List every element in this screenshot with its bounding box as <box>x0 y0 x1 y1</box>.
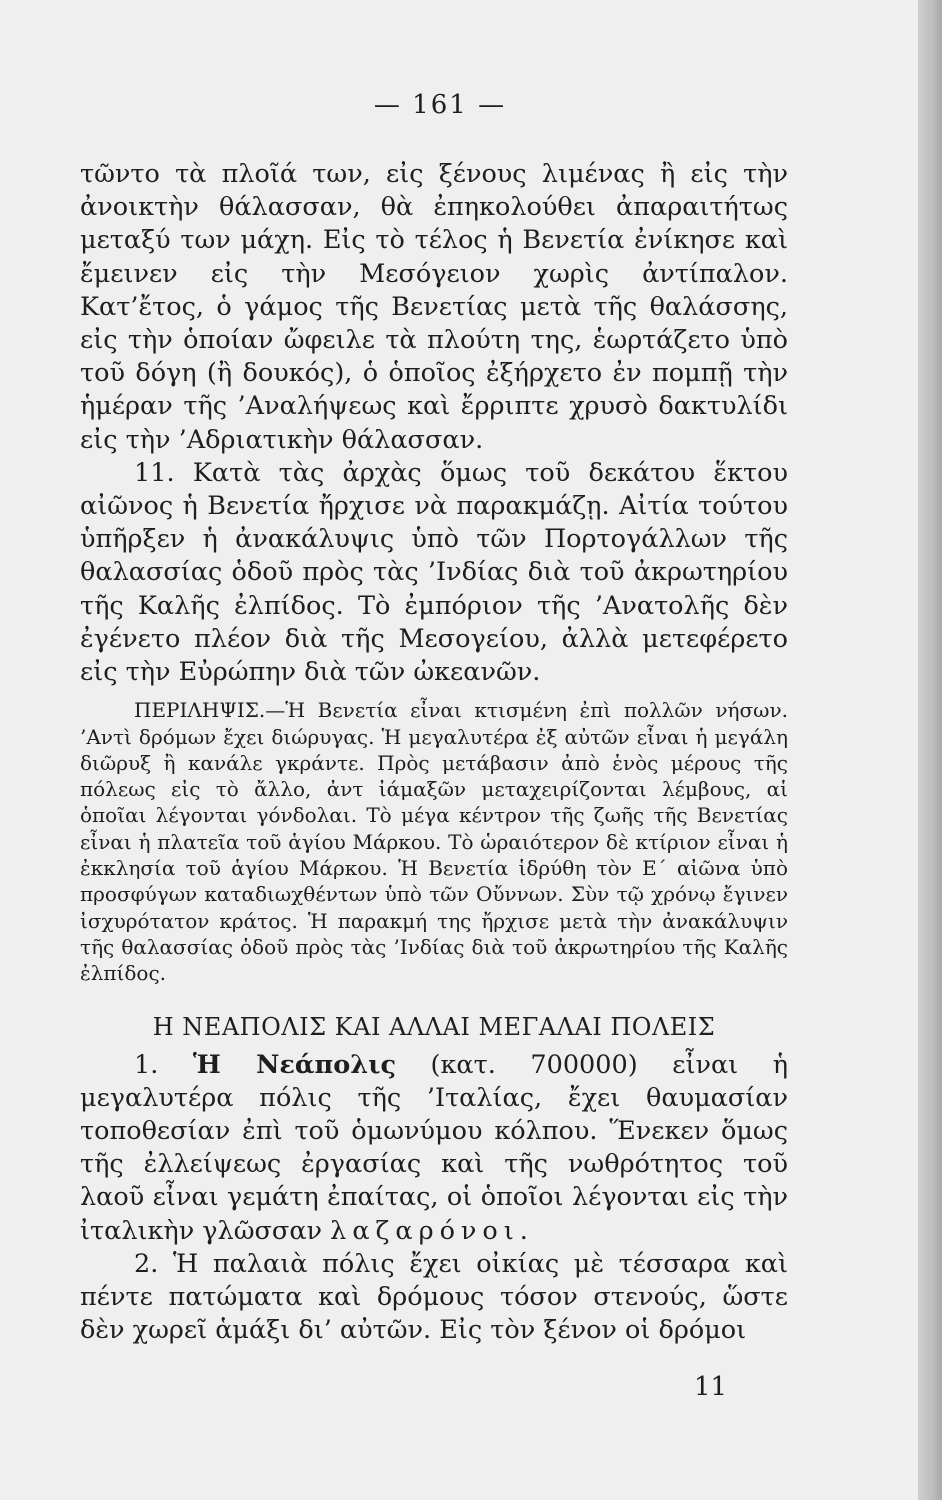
paragraph-venice-end: τῶντο τὰ πλοῖά των, εἰς ξένους λιμένας ἢ εἰς τὴν ἀνοικτὴν θάλασσαν, θὰ ἐπηκολούθει ἀπαραιτήτως μεταξύ των μάχη. Εἰς τὸ τέλος ἡ Βενετία ἐνίκησε καὶ ἔμεινεν εἰς τὴν Μεσόγειον χωρὶς ἀντίπαλον. Κατ’ἔτος, ὁ γάμος τῆς Βενετίας μετὰ τῆς θαλάσσης, εἰς τὴν ὁποίαν ὤφειλε τὰ πλούτη της, ἑωρτάζετο ὑπὸ τοῦ δόγη (ἢ δουκός), ὁ ὁποῖος ἐξήρχετο ἐν πομπῇ τὴν ἡμέραν τῆς ’Αναλήψεως καὶ ἔρριπτε χρυσὸ δακτυλίδι εἰς τὴν ’Αδριατικὴν θάλασσαν. <box>80 159 788 455</box>
paragraph-11-decline: 11. Κατὰ τὰς ἀρχὰς ὅμως τοῦ δεκάτου ἕκτου αἰῶνος ἡ Βενετία ἤρχισε νὰ παρακμάζῃ. Αἰτία τούτου ὑπῆρξεν ἡ ἀνακάλυψις ὑπὸ τῶν Πορτογάλλων τῆς θαλασσίας ὁδοῦ πρὸς τὰς ’Ινδίας διὰ τοῦ ἀκρωτηρίου τῆς Καλῆς ἐλπίδος. Τὸ ἐμπόριον τῆς ’Ανατολῆς δὲν ἐγένετο πλέον διὰ τῆς Μεσογείου, ἀλλὰ μετεφέρετο εἰς τὴν Εὐρώπην διὰ τῶν ὠκεανῶν. <box>80 457 788 688</box>
paragraph-number: 1. <box>134 1049 193 1080</box>
page-number: — 161 — <box>373 90 507 120</box>
text-body <box>80 158 788 1347</box>
page-edge <box>918 0 942 1500</box>
section-heading: Η ΝΕΑΠΟΛΙΣ ΚΑΙ ΑΛΛΑΙ ΜΕΓΑΛΑΙ ΠΟΛΕΙΣ <box>152 1012 716 1041</box>
paragraph-2-old-city: 2. Ἡ παλαιὰ πόλις ἔχει οἰκίας μὲ τέσσαρα καὶ πέντε πατώματα καὶ δρόμους τόσον στενούς, ὥστε δὲν χωρεῖ ἁμάξι δι’ αὐτῶν. Εἰς τὸν ξένον οἱ δρόμοι <box>80 1248 788 1346</box>
naples-text: (κατ. 700000) εἶναι ἡ μεγαλυτέρα πόλις τῆς ’Ιταλίας, ἔχει θαυμασίαν τοποθεσίαν ἐπὶ τοῦ ὁμωνύμου κόλπου. Ἕνεκεν ὅμως τῆς ἐλλείψεως ἐργασίας καὶ τῆς νωθρότητος τοῦ λαοῦ εἶναι γεμάτη ἐπαίτας, οἱ ὁποῖοι λέγονται εἰς τὴν ἰταλικὴν γλῶσσαν <box>80 1049 788 1246</box>
printer-signature-mark: 11 <box>694 1372 728 1402</box>
summary-paragraph: ΠΕΡΙΛΗΨΙΣ.—Ἡ Βενετία εἶναι κτισμένη ἐπὶ πολλῶν νήσων. ’Αντὶ δρόμων ἔχει διώρυγας. Ἡ μεγαλυτέρα ἐξ αὐτῶν εἶναι ἡ μεγάλη διῶρυξ ἢ κανάλε γκράντε. Πρὸς μετάβασιν ἀπὸ ἑνὸς μέρους τῆς πόλεως εἰς τὸ ἄλλο, ἀντ ἰάμαξῶν μεταχειρίζονται λέμβους, αἱ ὁποῖαι λέγονται γόνδολαι. Τὸ μέγα κέντρον τῆς ζωῆς τῆς Βενετίας εἶναι ἡ πλατεῖα τοῦ ἁγίου Μάρκου. Τὸ ὡραιότερον δὲ κτίριον εἶναι ἡ ἐκκλησία τοῦ ἁγίου Μάρκου. Ἡ Βενετία ἱδρύθη τὸν Ε΄ αἰῶνα ὑπὸ προσφύγων καταδιωχθέντων ὑπὸ τῶν Οὔννων. Σὺν τῷ χρόνῳ ἔγινεν ἰσχυρότατον κράτος. Ἡ παρακμή της ἤρχισε μετὰ τὴν ἀνακάλυψιν τῆς θαλασσίας ὁδοῦ πρὸς τὰς ’Ινδίας διὰ τοῦ ἀκρωτηρίου τῆς Καλῆς ἐλπίδος. <box>80 698 788 986</box>
naples-title: Ἡ Νεάπολις <box>192 1049 396 1080</box>
lazzaroni-word: λαζαρόνοι. <box>330 1215 534 1246</box>
paragraph-1-naples <box>80 1049 788 1248</box>
